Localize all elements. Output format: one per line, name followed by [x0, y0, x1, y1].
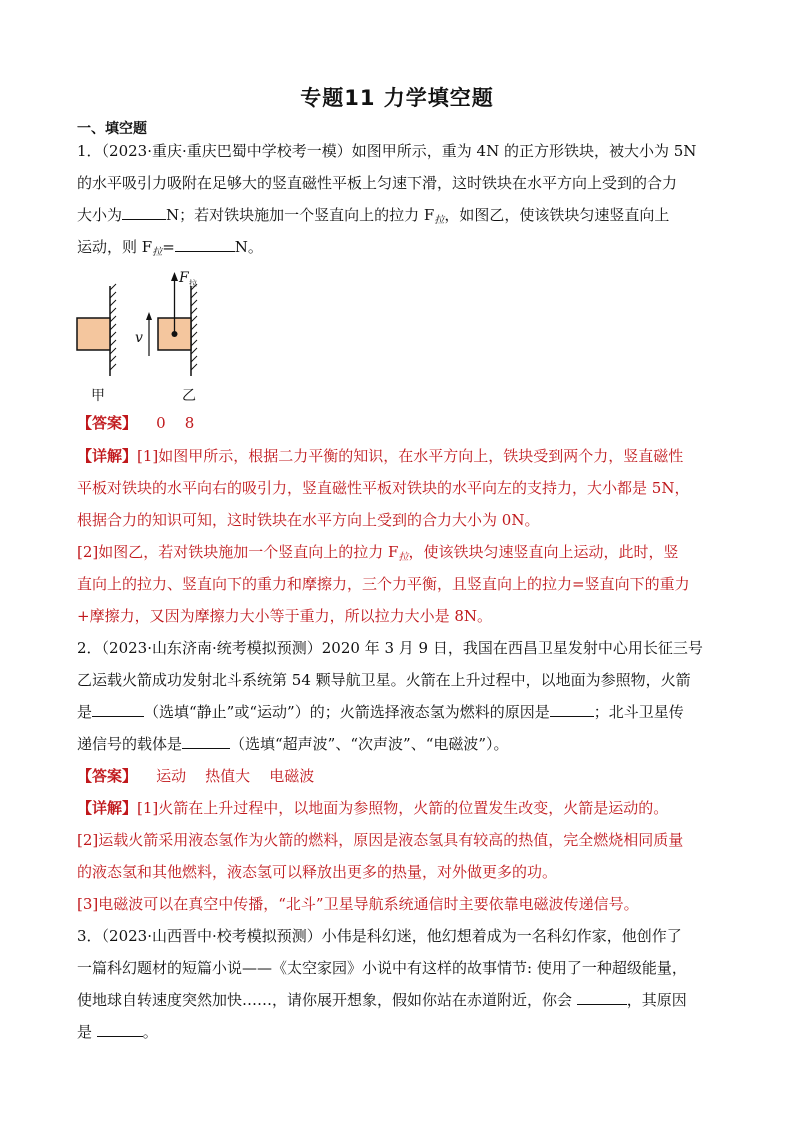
q2-line-3 [77, 702, 684, 722]
figure-b-label: 乙 [182, 388, 196, 404]
force-label-sub: 拉 [189, 279, 197, 288]
velocity-arrowhead [146, 312, 152, 320]
wall-b-hatch [191, 284, 197, 370]
q2-line-2: 乙运载火箭成功发射北斗系统第 54 颗导航卫星。火箭在上升过程中，以地面为参照物，火箭 [77, 671, 691, 689]
answer-tag: 【答案】 [77, 414, 138, 432]
answer-value: 运动 热值大 电磁波 [156, 767, 315, 785]
q2-answer [77, 766, 314, 786]
q2-detail-3: 的液态氢和其他燃料，液态氢可以释放出更多的热量，对外做更多的功。 [77, 863, 558, 881]
answer-tag: 【答案】 [77, 767, 138, 785]
subscript: 拉 [152, 247, 163, 258]
page-title: 专题11 力学填空题 [300, 86, 494, 110]
q1-text: N。 [234, 238, 263, 256]
figure-a-label: 甲 [91, 388, 105, 404]
q3-line-1: 3．（2023·山西晋中·校考模拟预测）小伟是科幻迷，他幻想着成为一名科幻作家，他创作了 [77, 927, 682, 945]
detail-tag: 【详解】 [77, 799, 138, 817]
q1-detail-1 [77, 446, 683, 466]
q1-detail-2: 平板对铁块的水平向右的吸引力，竖直磁性平板对铁块的水平向左的支持力，大小都是 5N， [77, 479, 690, 497]
force-label: F [179, 270, 189, 286]
q2-text: 是 [77, 703, 93, 721]
wall-a-hatch [110, 284, 116, 370]
answer-blank [577, 990, 627, 1005]
iron-block-a [77, 318, 110, 350]
q1-text: N；若对铁块施加一个竖直向上的拉力 F [166, 206, 435, 224]
q1-line-4 [77, 237, 263, 263]
force-diagram [72, 266, 222, 408]
q3-text: 是 [77, 1023, 93, 1041]
q1-text: = [162, 238, 175, 256]
q2-text: （选填“超声波”、“次声波”、“电磁波”）。 [230, 735, 509, 753]
q3-text: 。 [142, 1023, 158, 1041]
q2-line-1: 2．（2023·山东济南·统考模拟预测）2020 年 3 月 9 日，我国在西昌卫星发射中心用长征三号 [77, 639, 703, 657]
q1-text: 运动，则 F [77, 238, 153, 256]
q2-detail-2: [2]运载火箭采用液态氢作为火箭的燃料，原因是液态氢具有较高的热值，完全燃烧相同质量 [77, 831, 684, 849]
answer-blank [97, 1022, 143, 1037]
answer-blank [550, 702, 594, 717]
q3-line-2: 一篇科幻题材的短篇小说——《太空家园》小说中有这样的故事情节: 使用了一种超级能量， [77, 959, 687, 977]
q1-answer [77, 413, 194, 433]
q1-text: 大小为 [77, 206, 123, 224]
q1-detail-6: +摩擦力，又因为摩擦力大小等于重力，所以拉力大小是 8N。 [77, 607, 493, 625]
q2-text: 递信号的载体是 [77, 735, 183, 753]
q2-detail-4: [3]电磁波可以在真空中传播，“北斗”卫星导航系统通信时主要依靠电磁波传递信号。 [77, 895, 639, 913]
q1-detail-4 [77, 542, 678, 568]
q1-line-1: 1．（2023·重庆·重庆巴蜀中学校考一模）如图甲所示，重为 4N 的正方形铁块，被大小为 5N [77, 142, 697, 160]
q1-detail-5: 直向上的拉力、竖直向下的重力和摩擦力，三个力平衡，且竖直向上的拉力=竖直向下的重力 [77, 575, 690, 593]
detail-text: [1]火箭在上升过程中，以地面为参照物，火箭的位置发生改变，火箭是运动的。 [137, 799, 669, 817]
answer-blank [92, 702, 144, 717]
subscript: 拉 [434, 215, 445, 226]
q2-line-4 [77, 734, 509, 754]
answer-value: 0 8 [156, 414, 195, 432]
detail-tag: 【详解】 [77, 447, 138, 465]
q2-text: （选填“静止”或“运动”）的；火箭选择液态氢为燃料的原因是 [144, 703, 550, 721]
q2-detail-1 [77, 798, 668, 818]
velocity-label: v [135, 330, 143, 346]
detail-text: [2]如图乙，若对铁块施加一个竖直向上的拉力 F [77, 543, 399, 561]
pull-force-arrowhead [171, 272, 178, 281]
answer-blank [175, 237, 235, 252]
q3-text: 使地球自转速度突然加快……，请你展开想象，假如你站在赤道附近，你会 [77, 991, 573, 1009]
detail-text: [1]如图甲所示，根据二力平衡的知识，在水平方向上，铁块受到两个力，竖直磁性 [137, 447, 684, 465]
q1-detail-3: 根据合力的知识可知，这时铁块在水平方向上受到的合力大小为 0N。 [77, 511, 540, 529]
answer-blank [182, 734, 230, 749]
q1-text: ，如图乙，使该铁块匀速竖直向上 [444, 206, 670, 224]
q2-text: ；北斗卫星传 [593, 703, 684, 721]
q3-text: ，其原因 [626, 991, 687, 1009]
q1-line-3 [77, 205, 669, 231]
section-heading: 一、填空题 [77, 121, 147, 137]
subscript: 拉 [398, 552, 409, 563]
q1-line-2: 的水平吸引力吸附在足够大的竖直磁性平板上匀速下滑，这时铁块在水平方向上受到的合力 [77, 174, 678, 192]
q3-line-4 [77, 1022, 158, 1042]
answer-blank [122, 205, 166, 220]
detail-text: ，使该铁块匀速竖直向上运动，此时，竖 [408, 543, 679, 561]
q3-line-3 [77, 990, 687, 1010]
